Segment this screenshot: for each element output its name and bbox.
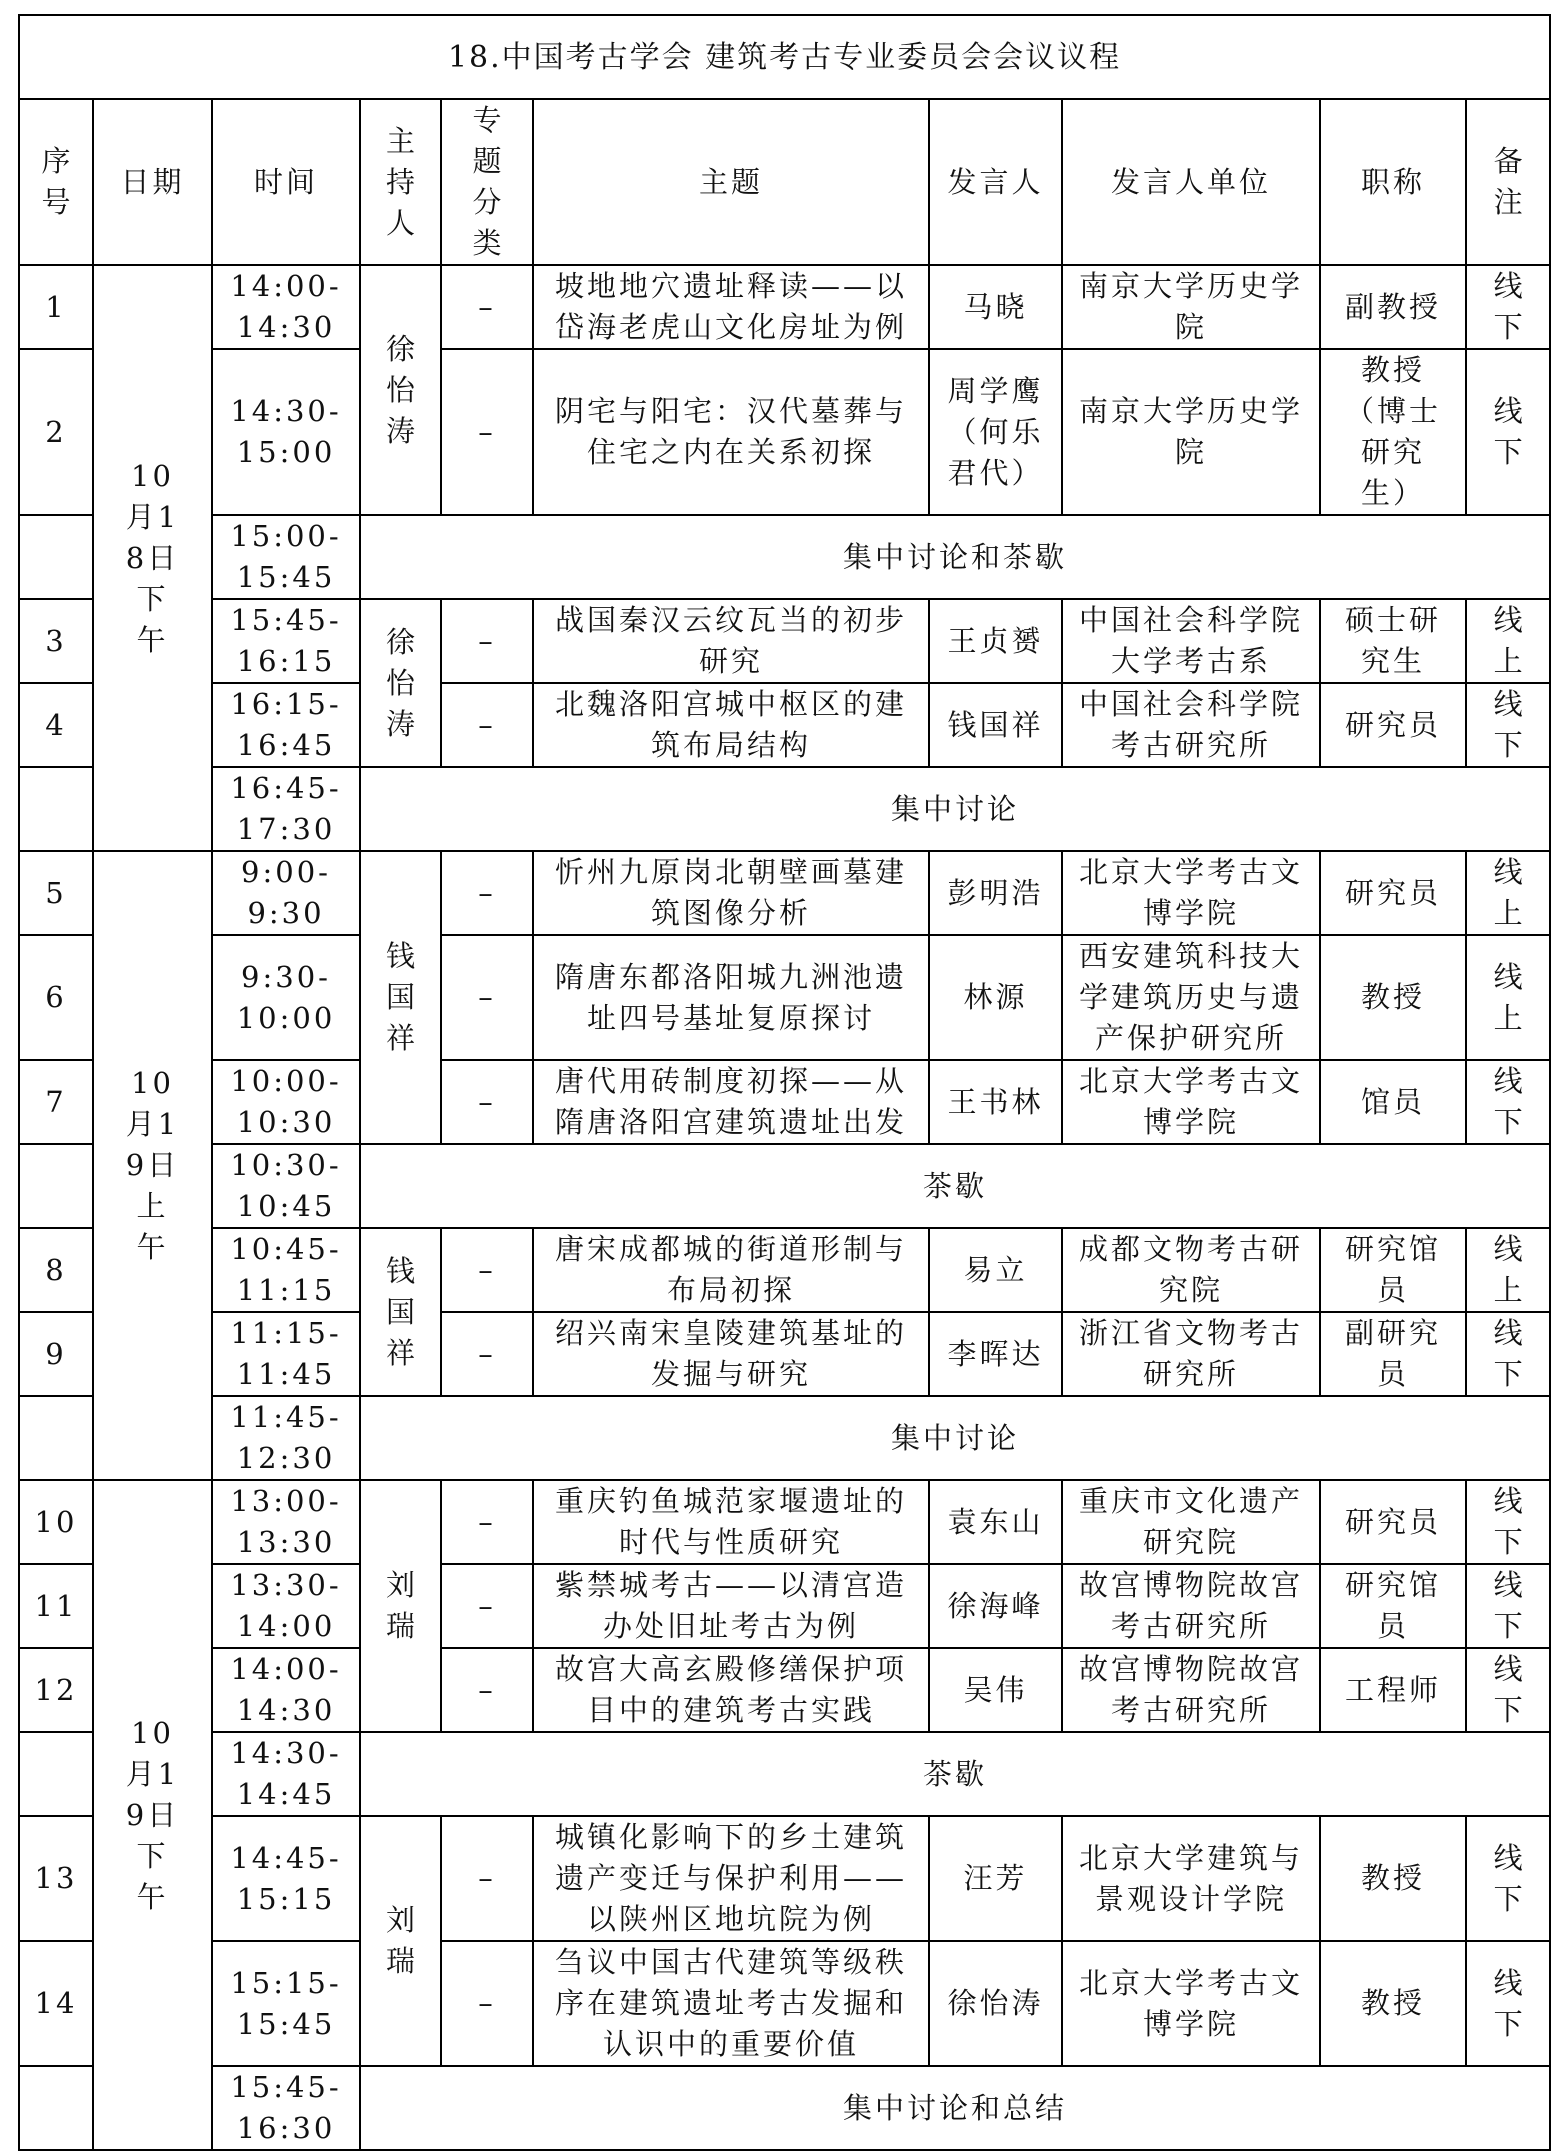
row-seq: 12 xyxy=(19,1648,93,1732)
agenda-table xyxy=(18,14,1551,2151)
row-category: – xyxy=(441,683,533,767)
row-title: 教授 xyxy=(1320,1941,1466,2066)
row-title: 研究员 xyxy=(1320,1480,1466,1564)
row-topic: 忻州九原岗北朝壁画墓建 筑图像分析 xyxy=(533,851,929,935)
row-note: 线下 xyxy=(1466,1312,1550,1396)
host-cell: 徐怡涛 xyxy=(360,265,441,515)
row-seq: 1 xyxy=(19,265,93,349)
row-title: 研究员 xyxy=(1320,851,1466,935)
table-row xyxy=(19,349,1550,515)
row-category: – xyxy=(441,1060,533,1144)
row-unit: 西安建筑科技大 学建筑历史与遗 产保护研究所 xyxy=(1062,935,1320,1060)
table-row xyxy=(19,1060,1550,1144)
host-cell: 刘瑞 xyxy=(360,1480,441,1732)
date-cell: 10月19日上午 xyxy=(93,851,212,1480)
header-title: 职称 xyxy=(1320,99,1466,265)
row-time: 14:45- 15:15 xyxy=(212,1816,360,1941)
row-title: 工程师 xyxy=(1320,1648,1466,1732)
row-speaker: 吴伟 xyxy=(929,1648,1062,1732)
row-topic: 唐宋成都城的街道形制与 布局初探 xyxy=(533,1228,929,1312)
row-category: – xyxy=(441,1228,533,1312)
row-seq: 14 xyxy=(19,1941,93,2066)
row-time: 13:30- 14:00 xyxy=(212,1564,360,1648)
row-time: 13:00- 13:30 xyxy=(212,1480,360,1564)
break-time: 11:45- 12:30 xyxy=(212,1396,360,1480)
row-category: – xyxy=(441,1480,533,1564)
row-seq-empty xyxy=(19,1144,93,1228)
row-topic: 刍议中国古代建筑等级秩 序在建筑遗址考古发掘和 认识中的重要价值 xyxy=(533,1941,929,2066)
row-title: 研究员 xyxy=(1320,683,1466,767)
row-title: 教授 xyxy=(1320,1816,1466,1941)
row-seq: 2 xyxy=(19,349,93,515)
row-seq: 13 xyxy=(19,1816,93,1941)
row-note: 线下 xyxy=(1466,683,1550,767)
row-seq: 9 xyxy=(19,1312,93,1396)
row-unit: 北京大学建筑与 景观设计学院 xyxy=(1062,1816,1320,1941)
row-unit: 南京大学历史学 院 xyxy=(1062,265,1320,349)
row-category: – xyxy=(441,1941,533,2066)
row-speaker: 袁东山 xyxy=(929,1480,1062,1564)
row-unit: 故宫博物院故宫 考古研究所 xyxy=(1062,1648,1320,1732)
row-time: 15:15- 15:45 xyxy=(212,1941,360,2066)
break-time: 15:00- 15:45 xyxy=(212,515,360,599)
header-seq: 序号 xyxy=(19,99,93,265)
row-title: 教授 （博士 研究 生） xyxy=(1320,349,1466,515)
break-label: 茶歇 xyxy=(360,1144,1550,1228)
row-note: 线上 xyxy=(1466,935,1550,1060)
row-speaker: 汪芳 xyxy=(929,1816,1062,1941)
row-unit: 中国社会科学院 考古研究所 xyxy=(1062,683,1320,767)
row-speaker: 周学鹰 （何乐 君代） xyxy=(929,349,1062,515)
table-row xyxy=(19,599,1550,683)
row-seq: 11 xyxy=(19,1564,93,1648)
row-seq: 6 xyxy=(19,935,93,1060)
break-label: 集中讨论 xyxy=(360,767,1550,851)
row-unit: 北京大学考古文 博学院 xyxy=(1062,851,1320,935)
row-time: 15:45- 16:15 xyxy=(212,599,360,683)
table-row xyxy=(19,1312,1550,1396)
header-date: 日期 xyxy=(93,99,212,265)
row-speaker: 易立 xyxy=(929,1228,1062,1312)
header-unit: 发言人单位 xyxy=(1062,99,1320,265)
table-row xyxy=(19,265,1550,349)
row-speaker: 王贞赟 xyxy=(929,599,1062,683)
row-time: 14:00- 14:30 xyxy=(212,1648,360,1732)
row-topic: 阴宅与阳宅：汉代墓葬与 住宅之内在关系初探 xyxy=(533,349,929,515)
table-row xyxy=(19,1480,1550,1564)
break-label: 集中讨论和茶歇 xyxy=(360,515,1550,599)
row-seq: 10 xyxy=(19,1480,93,1564)
row-time: 9:00- 9:30 xyxy=(212,851,360,935)
row-seq-empty xyxy=(19,515,93,599)
row-time: 16:15- 16:45 xyxy=(212,683,360,767)
row-unit: 成都文物考古研 究院 xyxy=(1062,1228,1320,1312)
row-seq: 7 xyxy=(19,1060,93,1144)
row-note: 线下 xyxy=(1466,1648,1550,1732)
row-category: – xyxy=(441,935,533,1060)
break-label: 集中讨论 xyxy=(360,1396,1550,1480)
row-title: 馆员 xyxy=(1320,1060,1466,1144)
row-title: 研究馆 员 xyxy=(1320,1228,1466,1312)
table-row xyxy=(19,935,1550,1060)
agenda-page xyxy=(18,14,1549,2151)
break-label: 茶歇 xyxy=(360,1732,1550,1816)
row-title: 副研究 员 xyxy=(1320,1312,1466,1396)
break-time: 16:45- 17:30 xyxy=(212,767,360,851)
break-time: 10:30- 10:45 xyxy=(212,1144,360,1228)
row-speaker: 徐海峰 xyxy=(929,1564,1062,1648)
row-time: 10:45- 11:15 xyxy=(212,1228,360,1312)
row-topic: 唐代用砖制度初探——从 隋唐洛阳宫建筑遗址出发 xyxy=(533,1060,929,1144)
row-time: 14:30- 15:00 xyxy=(212,349,360,515)
row-note: 线下 xyxy=(1466,1941,1550,2066)
row-note: 线下 xyxy=(1466,1060,1550,1144)
break-row xyxy=(19,1732,1550,1816)
row-title: 硕士研 究生 xyxy=(1320,599,1466,683)
header-time: 时间 xyxy=(212,99,360,265)
row-speaker: 林源 xyxy=(929,935,1062,1060)
row-speaker: 彭明浩 xyxy=(929,851,1062,935)
row-seq-empty xyxy=(19,2066,93,2150)
host-cell: 徐怡涛 xyxy=(360,599,441,767)
row-speaker: 李晖达 xyxy=(929,1312,1062,1396)
row-time: 10:00- 10:30 xyxy=(212,1060,360,1144)
row-category: – xyxy=(441,1564,533,1648)
row-topic: 城镇化影响下的乡土建筑 遗产变迁与保护利用—— 以陕州区地坑院为例 xyxy=(533,1816,929,1941)
row-time: 14:00- 14:30 xyxy=(212,265,360,349)
row-topic: 重庆钓鱼城范家堰遗址的 时代与性质研究 xyxy=(533,1480,929,1564)
row-unit: 重庆市文化遗产 研究院 xyxy=(1062,1480,1320,1564)
row-unit: 浙江省文物考古 研究所 xyxy=(1062,1312,1320,1396)
row-unit: 南京大学历史学 院 xyxy=(1062,349,1320,515)
break-row xyxy=(19,515,1550,599)
break-row xyxy=(19,1144,1550,1228)
row-note: 线上 xyxy=(1466,1228,1550,1312)
break-time: 15:45- 16:30 xyxy=(212,2066,360,2150)
row-topic: 战国秦汉云纹瓦当的初步 研究 xyxy=(533,599,929,683)
table-row xyxy=(19,1564,1550,1648)
header-note: 备注 xyxy=(1466,99,1550,265)
date-cell: 10月18日下午 xyxy=(93,265,212,851)
row-unit: 北京大学考古文 博学院 xyxy=(1062,1060,1320,1144)
table-header-row xyxy=(19,99,1550,265)
break-row xyxy=(19,767,1550,851)
row-note: 线上 xyxy=(1466,599,1550,683)
row-note: 线下 xyxy=(1466,1564,1550,1648)
row-seq: 4 xyxy=(19,683,93,767)
row-title: 研究馆 员 xyxy=(1320,1564,1466,1648)
row-topic: 故宫大高玄殿修缮保护项 目中的建筑考古实践 xyxy=(533,1648,929,1732)
row-category: – xyxy=(441,349,533,515)
row-category: – xyxy=(441,851,533,935)
row-topic: 紫禁城考古——以清宫造 办处旧址考古为例 xyxy=(533,1564,929,1648)
row-category: – xyxy=(441,1816,533,1941)
row-note: 线下 xyxy=(1466,1816,1550,1941)
row-category: – xyxy=(441,1648,533,1732)
row-topic: 坡地地穴遗址释读——以 岱海老虎山文化房址为例 xyxy=(533,265,929,349)
date-cell: 10月19日下午 xyxy=(93,1480,212,2150)
row-topic: 北魏洛阳宫城中枢区的建 筑布局结构 xyxy=(533,683,929,767)
host-cell: 钱国祥 xyxy=(360,851,441,1144)
row-time: 11:15- 11:45 xyxy=(212,1312,360,1396)
page-title: 18.中国考古学会 建筑考古专业委员会会议议程 xyxy=(19,15,1550,99)
row-speaker: 徐怡涛 xyxy=(929,1941,1062,2066)
break-row xyxy=(19,1396,1550,1480)
row-seq-empty xyxy=(19,767,93,851)
row-title: 教授 xyxy=(1320,935,1466,1060)
row-unit: 中国社会科学院 大学考古系 xyxy=(1062,599,1320,683)
host-cell: 钱国祥 xyxy=(360,1228,441,1396)
row-category: – xyxy=(441,1312,533,1396)
header-host: 主持人 xyxy=(360,99,441,265)
row-speaker: 马晓 xyxy=(929,265,1062,349)
row-unit: 故宫博物院故宫 考古研究所 xyxy=(1062,1564,1320,1648)
header-speaker: 发言人 xyxy=(929,99,1062,265)
row-category: – xyxy=(441,599,533,683)
row-category: – xyxy=(441,265,533,349)
table-row xyxy=(19,1941,1550,2066)
row-note: 线下 xyxy=(1466,1480,1550,1564)
row-topic: 绍兴南宋皇陵建筑基址的 发掘与研究 xyxy=(533,1312,929,1396)
row-note: 线下 xyxy=(1466,265,1550,349)
row-seq: 5 xyxy=(19,851,93,935)
row-note: 线下 xyxy=(1466,349,1550,515)
table-row xyxy=(19,1816,1550,1941)
table-row xyxy=(19,851,1550,935)
break-time: 14:30- 14:45 xyxy=(212,1732,360,1816)
row-speaker: 钱国祥 xyxy=(929,683,1062,767)
row-seq: 3 xyxy=(19,599,93,683)
table-row xyxy=(19,683,1550,767)
header-category: 专题分类 xyxy=(441,99,533,265)
row-unit: 北京大学考古文 博学院 xyxy=(1062,1941,1320,2066)
row-title: 副教授 xyxy=(1320,265,1466,349)
row-note: 线上 xyxy=(1466,851,1550,935)
row-seq: 8 xyxy=(19,1228,93,1312)
table-row xyxy=(19,1648,1550,1732)
header-topic: 主题 xyxy=(533,99,929,265)
host-cell: 刘瑞 xyxy=(360,1816,441,2066)
row-seq-empty xyxy=(19,1732,93,1816)
row-topic: 隋唐东都洛阳城九洲池遗 址四号基址复原探讨 xyxy=(533,935,929,1060)
row-speaker: 王书林 xyxy=(929,1060,1062,1144)
break-label: 集中讨论和总结 xyxy=(360,2066,1550,2150)
row-seq-empty xyxy=(19,1396,93,1480)
table-row xyxy=(19,1228,1550,1312)
break-row xyxy=(19,2066,1550,2150)
row-time: 9:30- 10:00 xyxy=(212,935,360,1060)
